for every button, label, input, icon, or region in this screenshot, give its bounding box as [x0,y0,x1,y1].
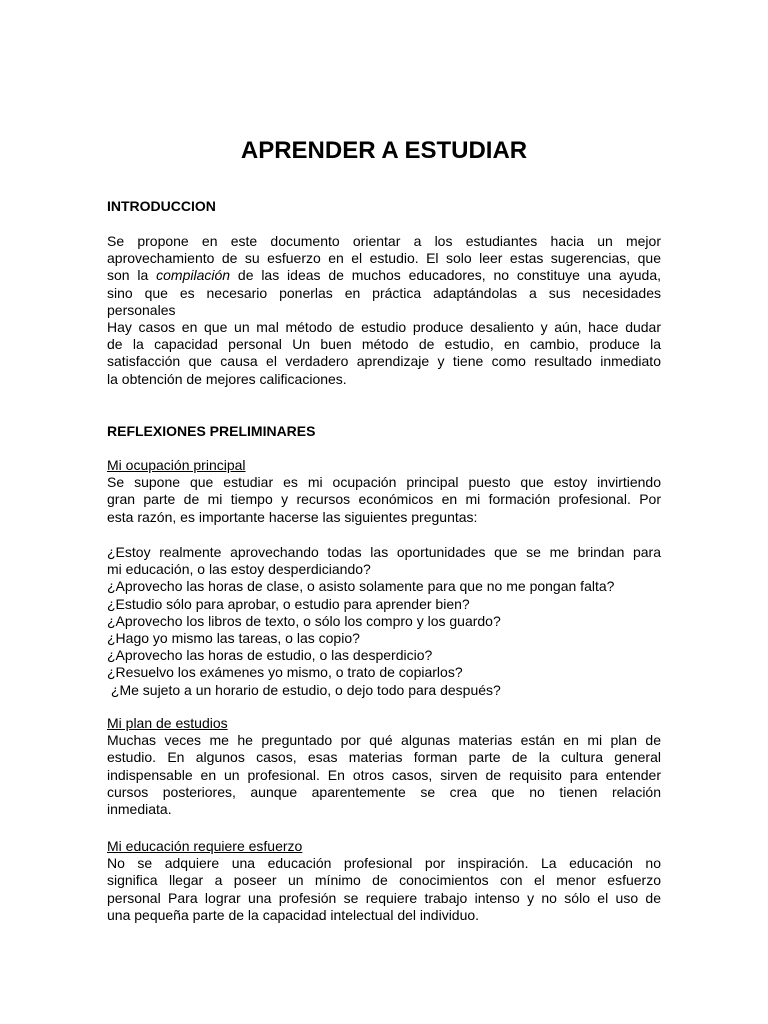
subheading-ocupacion: Mi ocupación principal [107,457,246,473]
text-line: personales [107,301,176,318]
text-line: cursos posteriores, aunque aparentemente se crea que no tienen relación [107,783,661,800]
questions-list [107,544,661,699]
text-line: aprovechamiento de su esfuerzo en el estudio. El solo leer estas sugerencias, que [107,250,661,267]
section-heading-reflexiones: REFLEXIONES PRELIMINARES [107,423,316,439]
subheading-plan: Mi plan de estudios [107,715,228,731]
question-item: ¿Me sujeto a un horario de estudio, o dejo todo para después? [107,681,501,698]
question-item: ¿Hago yo mismo las tareas, o las copio? [107,630,360,647]
text-line: No se adquiere una educación profesional por inspiración. La educación no [107,855,661,872]
text-line: esta razón, es importante hacerse las siguientes preguntas: [107,508,478,525]
question-item: ¿Aprovecho las horas de estudio, o las desperdicio? [107,647,433,664]
document-title: APRENDER A ESTUDIAR [240,137,528,164]
text-line: satisfacción que causa el verdadero aprendizaje y tiene como resultado inmediato [107,353,661,370]
text-line: Muchas veces me he preguntado por qué algunas materias están en mi plan de [107,732,661,749]
italic-term: compilación [156,267,231,284]
section-heading-introduccion: INTRODUCCION [107,198,216,214]
text-line: estudio. En algunos casos, esas materias forman parte de la cultura general [107,749,661,766]
text-line: sino que es necesario ponerlas en práctica adaptándolas a sus necesidades [107,284,661,301]
text-line: Hay casos en que un mal método de estudio produce desaliento y aún, hace dudar [107,319,661,335]
text-line: indispensable en un profesional. En otros casos, sirven de requisito para entender [107,766,661,783]
text-line: personal Para lograr una profesión se requiere trabajo intenso y no sólo el uso de [107,889,661,906]
text-line: inmediata. [107,801,172,818]
text-line [107,267,661,284]
subheading-esfuerzo: Mi educación requiere esfuerzo [107,838,303,854]
text-line: una pequeña parte de la capacidad intelectual del individuo. [107,906,480,923]
question-item: ¿Resuelvo los exámenes yo mismo, o trato de copiarlos? [107,664,463,681]
text-line: de la capacidad personal Un buen método de estudio, en cambio, produce la [107,336,661,353]
intro-paragraph-1 [107,233,661,319]
text-run: de las ideas de muchos educadores, no constituye una ayuda, [230,267,661,284]
text-line: Se supone que estudiar es mi ocupación principal puesto que estoy invirtiendo [107,474,661,491]
text-line: significa llegar a poseer un mínimo de conocimientos con el menor esfuerzo [107,872,661,889]
question-item: ¿Estoy realmente aprovechando todas las oportunidades que se me brindan para [107,544,661,560]
text-run: son la [107,267,157,284]
question-item: ¿Aprovecho los libros de texto, o sólo los compro y los guardo? [107,612,501,629]
text-line: Se propone en este documento orientar a los estudiantes hacia un mejor [107,233,661,249]
ocupacion-block [107,457,661,526]
text-line: gran parte de mi tiempo y recursos económicos en mi formación profesional. Por [107,491,661,508]
intro-paragraph-2 [107,319,661,388]
question-item: ¿Aprovecho las horas de clase, o asisto solamente para que no me pongan falta? [107,578,615,595]
text-line: la obtención de mejores calificaciones. [107,370,347,387]
question-item: mi educación, o las estoy desperdiciando? [107,561,371,578]
esfuerzo-block [107,838,661,924]
plan-block [107,715,661,818]
question-item: ¿Estudio sólo para aprobar, o estudio para aprender bien? [107,595,470,612]
